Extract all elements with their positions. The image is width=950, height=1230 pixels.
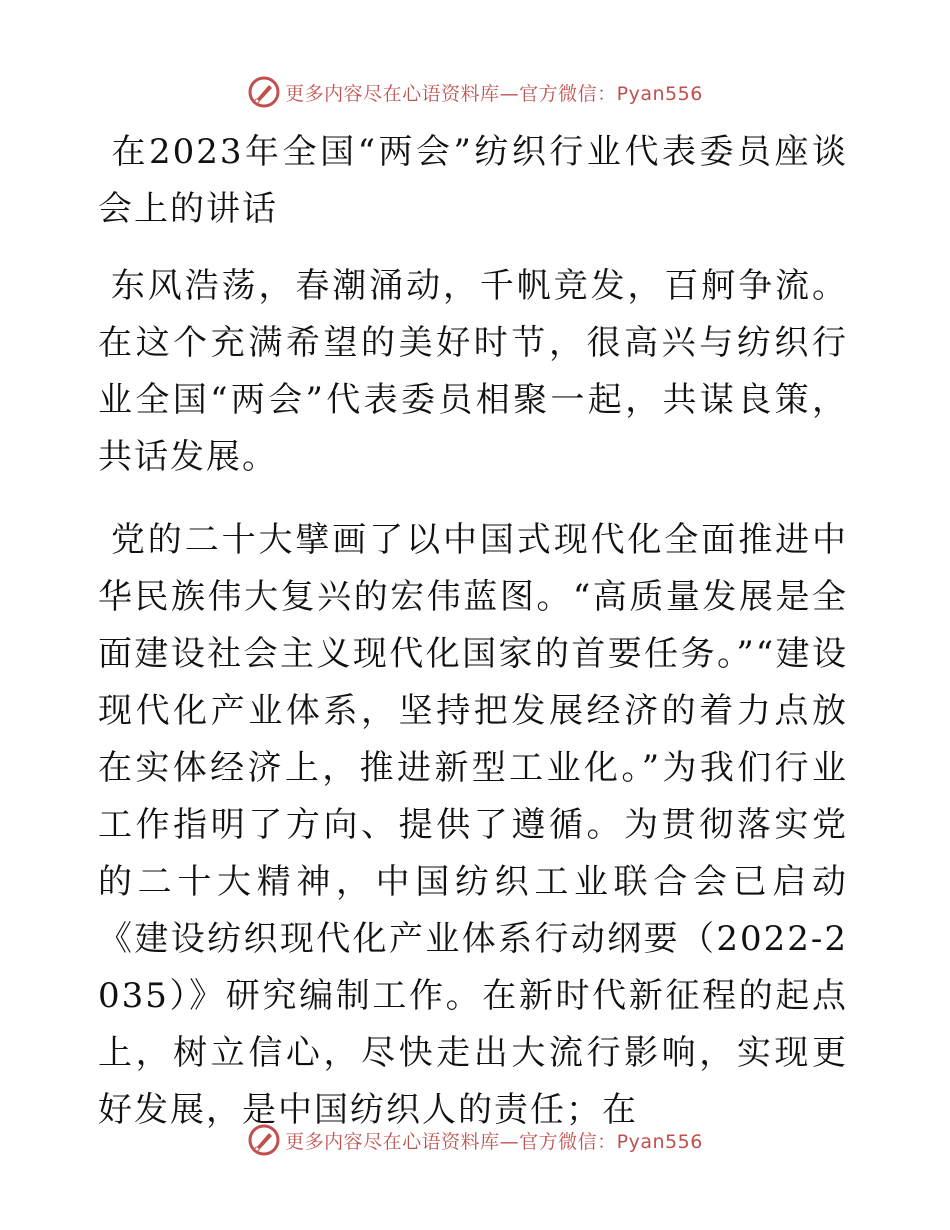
paragraph-1 bbox=[98, 258, 848, 486]
paragraph-1-text: 东风浩荡，春潮涌动，千帆竞发，百舸争流。在这个充满希望的美好时节，很高兴与纺织行业全国“两会”代表委员相聚一起，共谋良策，共话发展。 bbox=[98, 266, 848, 477]
paragraph-2 bbox=[98, 512, 848, 1139]
pen-logo-icon bbox=[247, 75, 281, 109]
document-title bbox=[98, 124, 848, 238]
paragraph-2-text: 党的二十大擘画了以中国式现代化全面推进中华民族伟大复兴的宏伟蓝图。“高质量发展是全面建设社会主义现代化国家的首要任务。”“建设现代化产业体系，坚持把发展经济的着力点放在实体经济上，推进新型工业化。”为我们行业工作指明了方向、提供了遵循。为贯彻落实党的二十大精神，中国纺织工业联合会已启动《建设纺织现代化产业体系行动纲要（2022-2035）》研究编制工作。在新时代新征程的起点上，树立信心，尽快走出大流行影响，实现更好发展，是中国纺织人的责任；在 bbox=[98, 520, 848, 1130]
document-body bbox=[98, 124, 848, 1139]
watermark-text: 更多内容尽在心语资料库—官方微信：Pyan556 bbox=[285, 82, 703, 105]
header-watermark bbox=[0, 72, 950, 112]
pen-logo-icon bbox=[247, 1123, 281, 1157]
watermark-text: 更多内容尽在心语资料库—官方微信：Pyan556 bbox=[285, 1130, 703, 1153]
document-title-text: 在2023年全国“两会”纺织行业代表委员座谈会上的讲话 bbox=[98, 132, 848, 229]
footer-watermark bbox=[0, 1120, 950, 1160]
